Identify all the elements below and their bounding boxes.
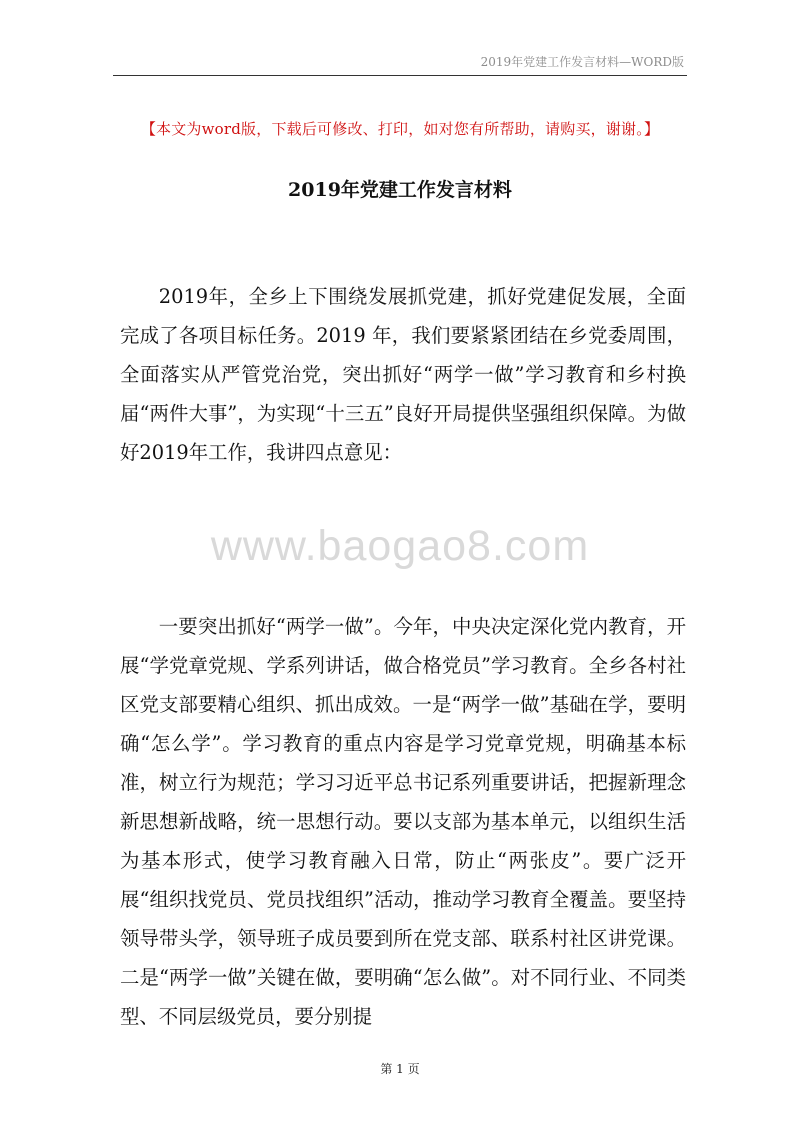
download-notice: 【本文为word版，下载后可修改、打印，如对您有所帮助，请购买，谢谢。】 [140, 120, 660, 138]
running-header: 2019年党建工作发言材料—WORD版 [480, 55, 684, 69]
body-paragraph-intro: 2019年，全乡上下围绕发展抓党建，抓好党建促发展，全面完成了各项目标任务。2019 年，我们要紧紧团结在乡党委周围，全面落实从严管党治党，突出抓好“两学一做”学习教育和乡村换届“两件大事”，为实现“十三五”良好开局提供坚强组织保障。为做好2019年工作，我讲四点意见： [120, 285, 686, 464]
watermark-text: www.baogao8.com [210, 522, 590, 570]
header-divider [113, 75, 687, 76]
page-number: 第 1 页 [380, 1062, 420, 1076]
body-paragraph-first-point: 一要突出抓好“两学一做”。今年，中央决定深化党内教育，开展“学党章党规、学系列讲话，做合格党员”学习教育。全乡各村社区党支部要精心组织、抓出成效。一是“两学一做”基础在学，要明确“怎么学”。学习教育的重点内容是学习党章党规，明确基本标准，树立行为规范；学习习近平总书记系列重要讲话，把握新理念新思想新战略，统一思想行动。要以支部为基本单元，以组织生活为基本形式，使学习教育融入日常，防止“两张皮”。要广泛开展“组织找党员、党员找组织”活动，推动学习教育全覆盖。要坚持领导带头学，领导班子成员要到所在党支部、联系村社区讲党课。二是“两学一做”关键在做，要明确“怎么做”。对不同行业、不同类型、不同层级党员，要分别提 [120, 615, 686, 1028]
document-title: 2019年党建工作发言材料 [288, 179, 512, 201]
